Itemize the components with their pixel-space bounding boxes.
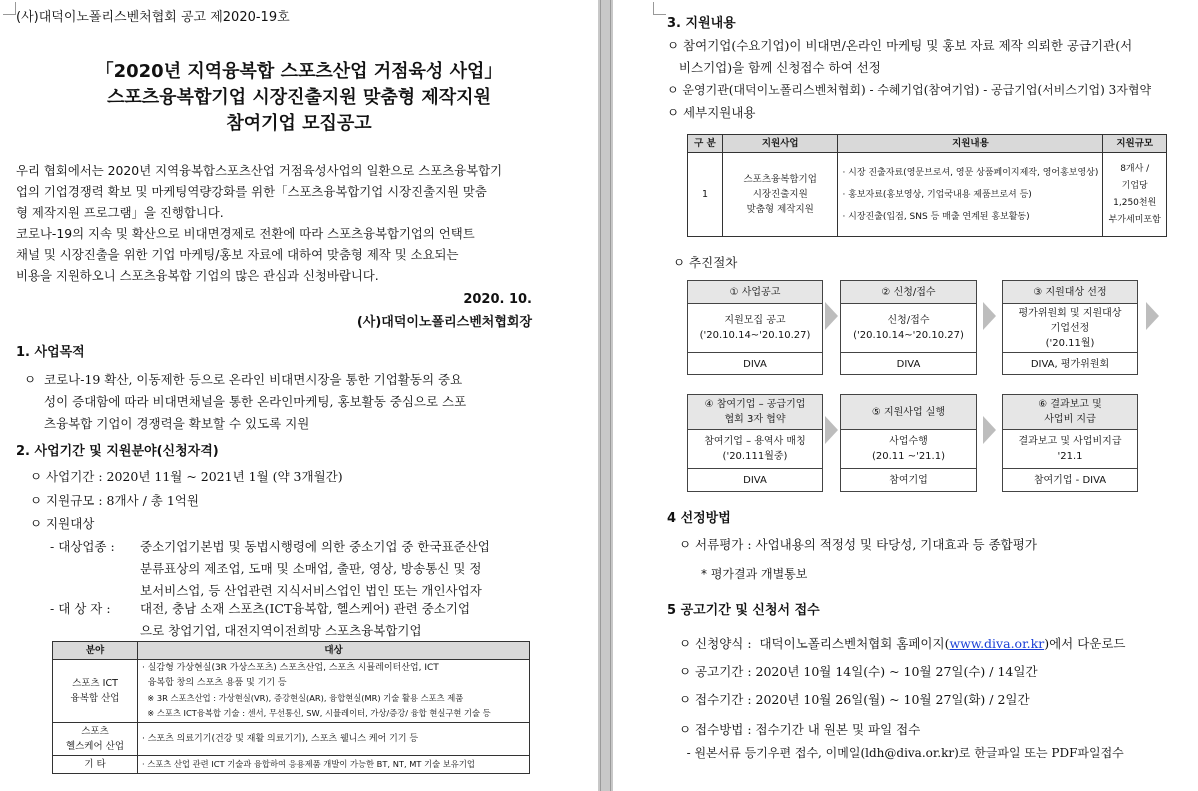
intro-line: 비용을 지원하오니 스포츠융복합 기업의 많은 관심과 신청바랍니다.	[16, 268, 379, 283]
body-line: 보서비스업, 등 산업관련 지식서비스업인 법인 또는 개인사업자	[140, 583, 482, 598]
step-head: ③ 지원대상 선정	[1003, 281, 1137, 304]
industry-label: - 대상업종 :	[50, 539, 115, 554]
eligible-label: - 대 상 자 :	[50, 601, 111, 616]
step-body: 결과보고 및 사업비지급 '21.1	[1003, 430, 1137, 469]
application-method: ㅇ 접수방법 : 접수기간 내 원본 및 파일 접수	[679, 722, 921, 737]
process-step-6	[1002, 394, 1138, 492]
form-text: ㅇ 신청양식 : 대덕이노폴리스벤처협회 홈페이지(	[679, 636, 950, 651]
body-line: 츠융복합 기업이 경쟁력을 확보할 수 있도록 지원	[44, 416, 310, 431]
cell-line: · 실감형 가상현실(3R 가상스포츠) 스포츠산업, 스포츠 시뮬레이터산업, ICT	[142, 663, 439, 673]
support-target: ㅇ 지원대상	[30, 516, 95, 531]
section-4-line: ㅇ 서류평가 : 사업내용의 적정성 및 타당성, 기대효과 등 종합평가	[679, 537, 1037, 552]
arrow-right-icon	[983, 416, 996, 444]
body-line: 대전, 충남 소재 스포츠(ICT융복합, 헬스케어) 관련 중소기업	[140, 601, 471, 616]
signature: (사)대덕이노폴리스벤처협회장	[356, 315, 532, 330]
section-3-line: ㅇ 세부지원내용	[667, 105, 756, 120]
arrow-right-icon	[825, 302, 838, 330]
step-body: 평가위원회 및 지원대상 기업선정 ('20.11월)	[1003, 304, 1137, 353]
announcement-header: (사)대덕이노폴리스벤처협회 공고 제2020-19호	[16, 10, 290, 25]
support-scale: ㅇ 지원규모 : 8개사 / 총 1억원	[30, 493, 199, 508]
homepage-link[interactable]: www.diva.or.kr	[949, 636, 1045, 651]
application-form-line	[679, 633, 1126, 655]
intro-line: 코로나-19의 지속 및 확산으로 비대면경제로 전환에 따라 스포츠융복합기업의 언택트	[16, 226, 475, 241]
page-corner-mark	[3, 2, 16, 15]
table-field-cell: 스포츠 헬스케어 산업	[53, 723, 138, 756]
cell-line: · 시장 진출자료(영문브로셔, 영문 상품페이지제작, 영어홍보영상)	[842, 167, 1099, 178]
application-method-detail: - 원본서류 등기우편 접수, 이메일(ldh@diva.or.kr)로 한글파일 또는 PDF파일접수	[679, 746, 1124, 760]
table-row	[53, 756, 530, 774]
process-step-4	[687, 394, 823, 492]
title-line-2: 스포츠융복합기업 시장진출지원 맞춤형 제작지원	[107, 87, 491, 108]
field-table	[52, 641, 530, 774]
table-header: 지원사업	[723, 135, 838, 153]
section-1-body	[44, 369, 532, 435]
table-header-row	[53, 642, 530, 660]
section-3-line: ㅇ 참여기업(수요기업)이 비대면/온라인 마케팅 및 홍보 자료 제작 의뢰한 공급기관(서	[667, 38, 1133, 53]
bullet-icon: ㅇ	[24, 372, 37, 387]
page-gutter	[598, 0, 613, 791]
intro-line: 업의 기업경쟁력 확보 및 마케팅역량강화를 위한「스포츠융복합기업 시장진출지원 맞춤	[16, 184, 487, 199]
table-row	[53, 723, 530, 756]
table-field-cell: 스포츠 ICT 융복합 산업	[53, 660, 138, 723]
intro-paragraph	[16, 160, 532, 286]
section-2-title: 2. 사업기간 및 지원분야(신청자격)	[16, 444, 219, 459]
table-row	[688, 153, 1167, 237]
cell-line: ※ 스포츠 ICT융복합 기술 : 센서, 무선통신, SW, 시뮬레이터, 가상/증강/ 융합 현실구현 기술 등	[142, 708, 491, 718]
section-3-title: 3. 지원내용	[667, 16, 736, 31]
section-4-title: 4 선정방법	[667, 511, 731, 526]
body-line: 코로나-19 확산, 이동제한 등으로 온라인 비대면시장을 통한 기업활동의 중요	[44, 372, 463, 387]
intro-line: 형 제작지원 프로그램」을 진행합니다.	[16, 205, 224, 220]
application-period: ㅇ 접수기간 : 2020년 10월 26일(월) ~ 10월 27일(화) / 2일간	[679, 692, 1030, 707]
table-field-cell: 기 타	[53, 756, 138, 774]
table-target-cell: · 스포츠 산업 관련 ICT 기술과 융합하여 응용제품 개발이 가능한 BT, NT, MT 기술 보유기업	[138, 756, 530, 774]
step-head: ④ 참여기업 – 공급기업 협회 3자 협약	[688, 395, 822, 430]
arrow-right-icon	[825, 416, 838, 444]
section-4-note: * 평가결과 개별통보	[701, 567, 808, 581]
table-header: 구 분	[688, 135, 723, 153]
section-1-title: 1. 사업목적	[16, 345, 85, 360]
page-corner-mark	[653, 2, 666, 15]
section-3-line: 비스기업)을 함께 신청접수 하여 선정	[667, 60, 881, 75]
cell-line: ※ 3R 스포츠산업 : 가상현실(VR), 증강현실(AR), 융합현실(MR) 기술 활용 스포츠 제품	[142, 693, 464, 703]
body-line: 으로 창업기업, 대전지역이전희망 스포츠융복합기업	[140, 623, 422, 638]
step-body: 참여기업 – 용역사 매칭 ('20.111월중)	[688, 430, 822, 469]
announcement-date: 2020. 10.	[463, 292, 532, 307]
cell-line: · 홍보자료(홍보영상, 기업국내용 제품브로셔 등)	[842, 189, 1032, 200]
process-step-2	[840, 280, 977, 375]
table-target-cell: · 스포츠 의료기기(건강 및 재활 의료기기), 스포츠 웰니스 케어 기기 등	[138, 723, 530, 756]
section-3-line: ㅇ 운영기관(대덕이노폴리스벤처협회) - 수혜기업(참여기업) - 공급기업(서비스기업) 3자협약	[667, 83, 1152, 97]
arrow-right-icon	[1146, 302, 1159, 330]
document-page-left	[0, 0, 598, 791]
table-cell-contents	[838, 153, 1103, 237]
title-line-1: 「2020년 지역융복합 스포츠산업 거점육성 사업」	[95, 61, 503, 82]
table-row	[53, 660, 530, 723]
table-header: 지원내용	[838, 135, 1103, 153]
project-period: ㅇ 사업기간 : 2020년 11월 ~ 2021년 1월 (약 3개월간)	[30, 469, 343, 484]
document-page-right	[613, 0, 1198, 791]
step-owner: DIVA, 평가위원회	[1030, 358, 1110, 370]
process-step-1	[687, 280, 823, 375]
step-body: 신청/접수 ('20.10.14~'20.10.27)	[841, 304, 976, 353]
step-head: ② 신청/접수	[841, 281, 976, 304]
table-target-cell	[138, 660, 530, 723]
industry-body	[140, 536, 532, 602]
table-header: 분야	[53, 642, 138, 660]
step-body: 사업수행 (20.11 ~'21.1)	[841, 430, 976, 469]
table-cell-scale: 8개사 / 기업당 1,250천원 부가세미포함	[1103, 153, 1167, 237]
cell-line: · 시장진출(입점, SNS 등 매출 연계된 홍보활동)	[842, 211, 1030, 222]
cell-line: 융복합 창의 스포츠 용품 및 기기 등	[142, 678, 287, 688]
body-line: 중소기업기본법 및 동법시행령에 의한 중소기업 중 한국표준산업	[140, 539, 490, 554]
table-cell-no: 1	[688, 153, 723, 237]
notice-period: ㅇ 공고기간 : 2020년 10월 14일(수) ~ 10월 27일(수) / 14일간	[679, 664, 1038, 679]
eligible-body	[140, 598, 532, 642]
step-owner: DIVA	[743, 474, 767, 486]
step-head: ⑤ 지원사업 실행	[841, 395, 976, 430]
arrow-right-icon	[983, 302, 996, 330]
table-header: 대상	[138, 642, 530, 660]
form-text: )에서 다운로드	[1044, 636, 1126, 651]
support-table	[687, 134, 1167, 237]
intro-line: 채널 및 시장진출을 위한 기업 마케팅/홍보 자료에 대하여 맞춤형 제작 및 소요되는	[16, 247, 459, 262]
body-line: 성이 증대함에 따라 비대면채널을 통한 온라인마케팅, 홍보활동 중심으로 스포	[44, 394, 467, 409]
process-step-5	[840, 394, 977, 492]
step-head: ⑥ 결과보고 및 사업비 지급	[1003, 395, 1137, 430]
step-owner: DIVA	[896, 358, 921, 370]
table-cell-program: 스포츠융복합기업 시장진출지원 맞춤형 제작지원	[723, 153, 838, 237]
table-header-row	[688, 135, 1167, 153]
table-header: 지원규모	[1103, 135, 1167, 153]
process-title: ㅇ 추진절차	[673, 255, 738, 270]
title-line-3: 참여기업 모집공고	[226, 113, 372, 134]
body-line: 분류표상의 제조업, 도매 및 소매업, 출판, 영상, 방송통신 및 정	[140, 561, 482, 576]
process-step-3	[1002, 280, 1138, 375]
step-owner: DIVA	[743, 358, 767, 370]
step-owner: 참여기업	[889, 474, 928, 486]
intro-line: 우리 협회에서는 2020년 지역융복합스포츠산업 거점육성사업의 일환으로 스포츠융복합기	[16, 163, 503, 178]
step-body: 지원모집 공고 ('20.10.14~'20.10.27)	[688, 304, 822, 353]
section-5-title: 5 공고기간 및 신청서 접수	[667, 603, 820, 618]
step-owner: 참여기업 - DIVA	[1033, 474, 1107, 486]
step-head: ① 사업공고	[688, 281, 822, 304]
